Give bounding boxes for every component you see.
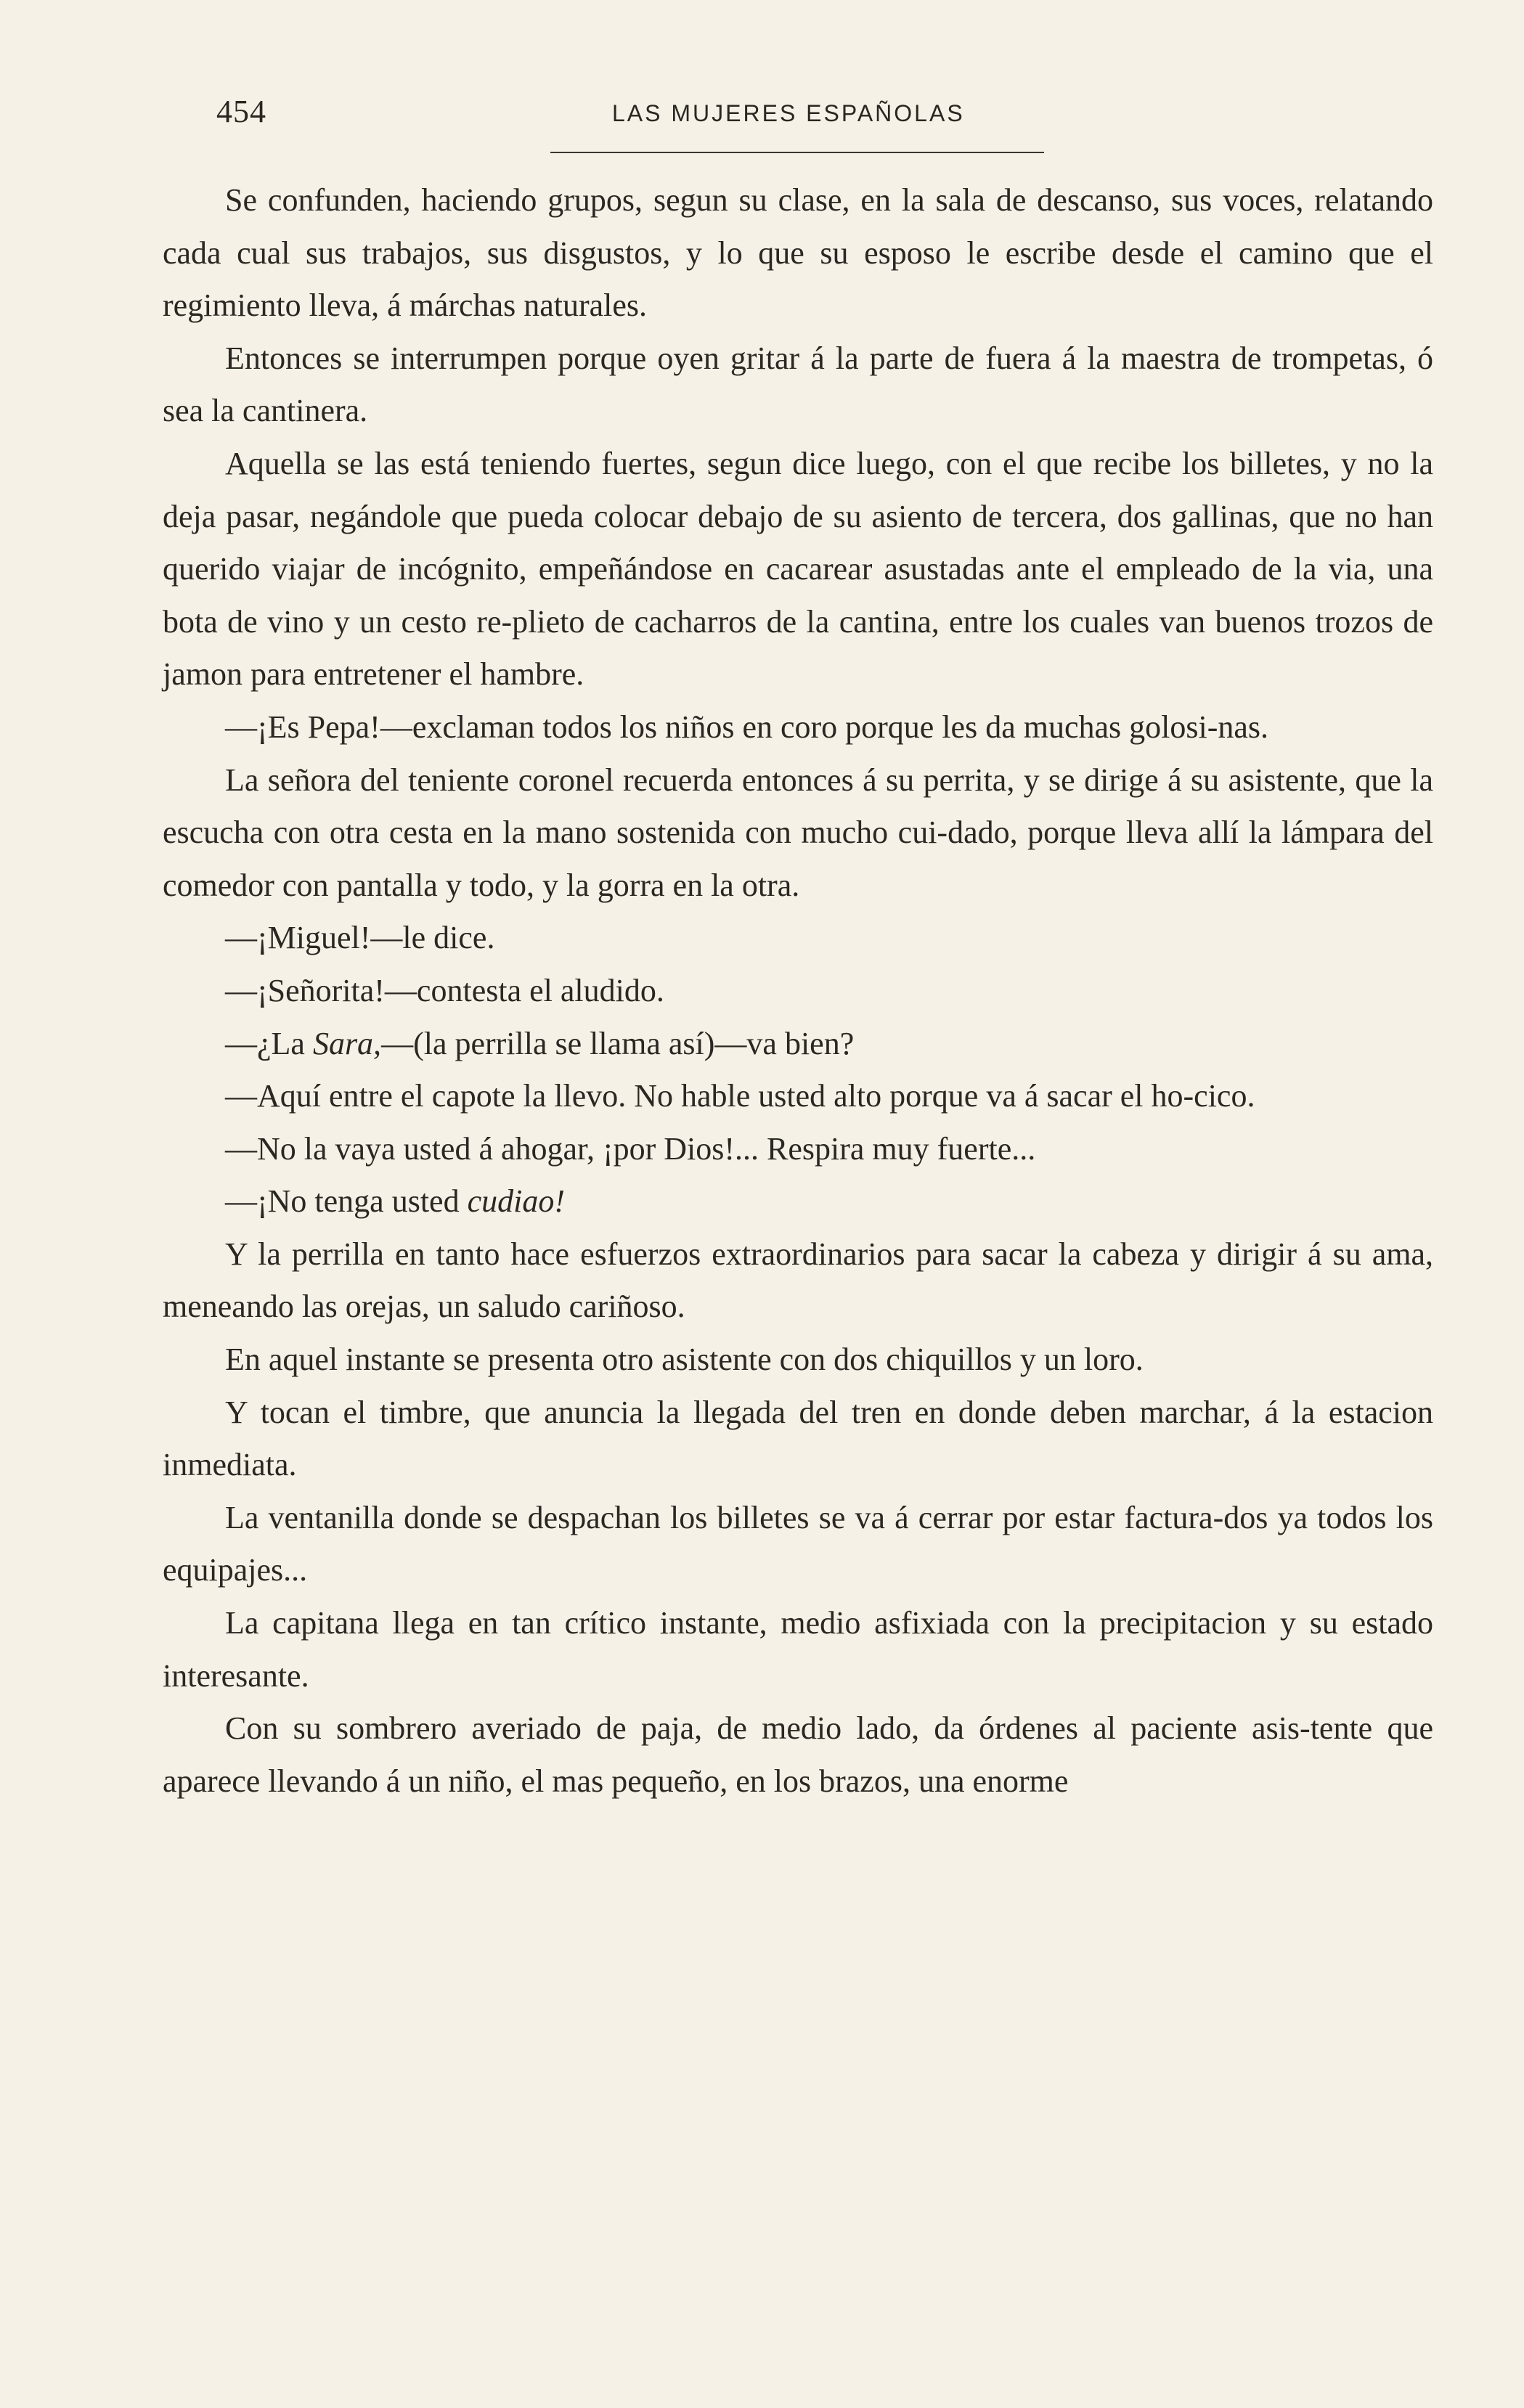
paragraph: Y tocan el timbre, que anuncia la llegada del tren en donde deben marchar, á la estacion inmediata. [163,1394,1433,1483]
dialect-word: cudiao! [467,1183,565,1220]
running-title: LAS MUJERES ESPAÑOLAS [612,100,965,126]
paragraph: Y la perrilla en tanto hace esfuerzos extraordinarios para sacar la cabeza y dirigir á su ama, meneando las orejas, un saludo cariñoso. [163,1236,1433,1325]
paragraph: Se confunden, haciendo grupos, segun su clase, en la sala de descanso, sus voces, relatando cada cual sus trabajos, sus disgustos, y lo que su esposo le escribe desde el camino que el regimiento lleva, á márchas naturales. [163,182,1433,324]
paragraph: En aquel instante se presenta otro asistente con dos chiquillos y un loro. [225,1342,1144,1378]
sara-line-before: —¿La [225,1025,313,1061]
paragraph: Aquella se las está teniendo fuertes, segun dice luego, con el que recibe los billetes, y no la deja pasar, negándole que pueda colocar debajo de su asiento de tercera, dos gallinas, que no han querido viajar de incógnito, empeñándose en cacarear asustadas ante el empleado de la via, una bota de vino y un cesto re-plieto de cacharros de la cantina, entre los cuales van buenos trozos de jamon para entretener el hambre. [163,445,1433,693]
paragraph: —Aquí entre el capote la llevo. No hable usted alto porque va á sacar el ho-cico. [225,1078,1255,1114]
paragraph: La señora del teniente coronel recuerda entonces á su perrita, y se dirige á su asistente, que la escucha con otra cesta en la mano sostenida con mucho cui-dado, porque lleva allí la lámpara del comedor con pantalla y todo, y la gorra en la otra. [163,762,1433,903]
paragraph: —¡Señorita!—contesta el aludido. [225,972,664,1008]
sara-line-after: —(la perrilla se llama así)—va bien? [381,1025,855,1061]
page-header [216,93,1436,144]
paragraph: La capitana llega en tan crítico instante, medio asfixiada con la precipitacion y su estado interesante. [163,1605,1433,1694]
paragraph-cudiao [163,1175,1433,1228]
paragraph: Entonces se interrumpen porque oyen gritar á la parte de fuera á la maestra de trompetas, ó sea la cantinera. [163,340,1433,429]
dog-name: Sara, [312,1025,382,1061]
paragraph: —¡Es Pepa!—exclaman todos los niños en coro porque les da muchas golosi-nas. [225,709,1269,745]
paragraph: La ventanilla donde se despachan los billetes se va á cerrar por estar factura-dos ya todos los equipajes... [163,1499,1433,1588]
paragraph: —¡Miguel!—le dice. [225,920,495,956]
paragraph: Con su sombrero averiado de paja, de medio lado, da órdenes al paciente asis-tente que aparece llevando á un niño, el mas pequeño, en los brazos, una enorme [163,1710,1433,1799]
paragraph-sara [163,1018,1433,1071]
paragraph: —No la vaya usted á ahogar, ¡por Dios!... Respira muy fuerte... [225,1130,1036,1167]
cudiao-line-before: —¡No tenga usted [225,1183,468,1220]
header-rule [550,152,1044,153]
body-text [163,174,1433,1808]
page-number: 454 [216,94,266,129]
